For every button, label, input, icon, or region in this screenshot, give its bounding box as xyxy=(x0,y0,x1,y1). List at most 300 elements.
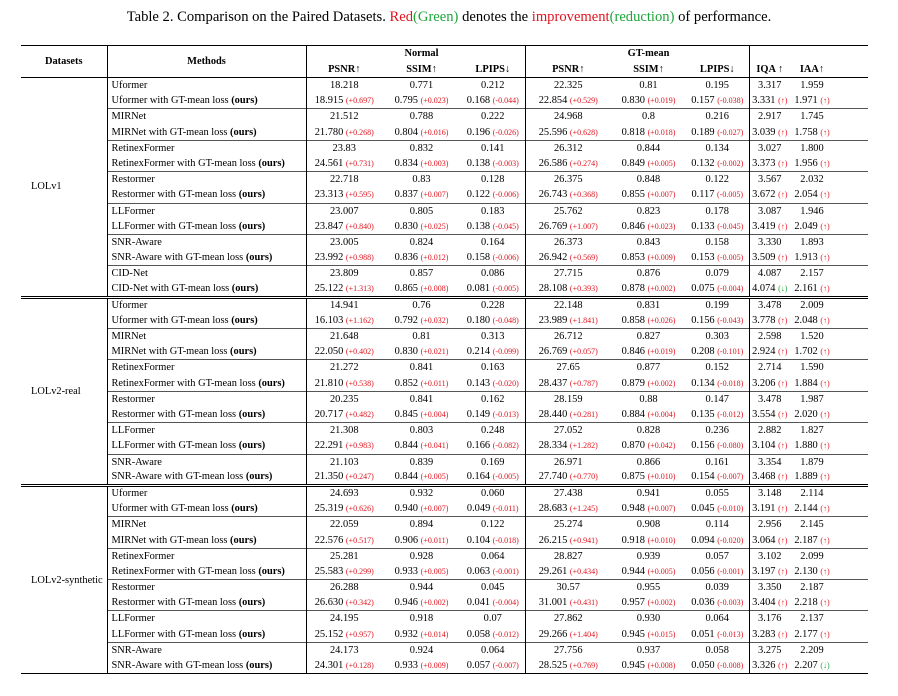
metric-value: 2.137 xyxy=(790,611,834,627)
metric-value-ours xyxy=(686,376,749,392)
metric-number: 0.058 xyxy=(466,628,491,640)
method-label: MIRNet with GT-mean loss xyxy=(111,534,228,546)
metric-delta: (-0.005) xyxy=(492,472,519,482)
metric-delta: (-0.044) xyxy=(492,96,519,106)
metric-number: 25.152 xyxy=(314,628,344,640)
metric-delta: (+0.988) xyxy=(345,253,374,263)
metric-value: 1.959 xyxy=(800,80,824,92)
metric-delta: (+0.787) xyxy=(569,378,598,388)
metric-delta: (+0.628) xyxy=(569,127,598,137)
metric-value-ours xyxy=(525,595,611,611)
metric-number: 0.214 xyxy=(466,346,491,358)
metric-value: 0.918 xyxy=(382,611,461,627)
method-label: LLFormer with GT-mean loss xyxy=(111,628,237,640)
metric-value: 2.145 xyxy=(790,517,834,533)
metric-value: 0.199 xyxy=(686,297,749,313)
metric-delta: (+1.162) xyxy=(345,315,374,325)
metric-number: 0.940 xyxy=(394,503,418,515)
metric-number: 28.525 xyxy=(538,660,568,672)
header-normal: Normal xyxy=(382,46,461,62)
metric-value: 28.159 xyxy=(525,391,611,407)
metric-value-ours xyxy=(790,658,834,674)
metric-value: 26.971 xyxy=(525,454,611,470)
metric-number: 2.161 xyxy=(794,283,818,295)
metric-number: 0.156 xyxy=(691,440,715,452)
method-label: SNR-Aware with GT-mean loss xyxy=(111,471,244,483)
metric-value-ours xyxy=(461,532,525,548)
metric-value: 0.161 xyxy=(686,454,749,470)
metric-value: 0.178 xyxy=(686,203,749,219)
metric-delta: (↑) xyxy=(778,472,788,482)
metric-number: 23.847 xyxy=(314,220,344,232)
table-caption xyxy=(0,7,898,27)
metric-delta: (+0.057) xyxy=(569,347,598,357)
metric-value-ours xyxy=(611,627,686,643)
metric-value-ours xyxy=(611,344,686,360)
metric-value: 0.832 xyxy=(382,140,461,156)
ours-label: (ours) xyxy=(258,377,285,389)
metric-delta: (-0.101) xyxy=(717,347,744,357)
metric-value: 0.848 xyxy=(611,172,686,188)
metric-number: 0.132 xyxy=(691,158,715,170)
metric-number: 0.143 xyxy=(466,377,491,389)
metric-delta: (+0.281) xyxy=(569,410,598,420)
metric-value-ours xyxy=(790,281,834,297)
metric-delta: (+0.434) xyxy=(569,566,598,576)
table-row xyxy=(21,281,868,297)
metric-value-ours xyxy=(686,156,749,172)
metric-delta: (+0.010) xyxy=(647,472,676,482)
metric-number: 26.743 xyxy=(538,189,568,201)
metric-number: 3.331 xyxy=(752,95,776,107)
dataset-name: LOLv1 xyxy=(21,78,107,298)
header-lpips-gt: LPIPS↓ xyxy=(686,62,749,78)
metric-value-ours xyxy=(461,658,525,674)
metric-value-ours xyxy=(461,93,525,109)
metric-value: 3.350 xyxy=(749,580,790,596)
caption-red: Red xyxy=(389,9,414,25)
table-row xyxy=(21,517,868,533)
metric-value: 0.039 xyxy=(686,580,749,596)
metric-value: 0.76 xyxy=(382,297,461,313)
metric-delta: (-0.045) xyxy=(717,221,744,231)
metric-delta: (-0.018) xyxy=(492,535,519,545)
metric-value: 27.715 xyxy=(525,266,611,282)
metric-delta: (↑) xyxy=(778,661,788,671)
metric-delta: (↑) xyxy=(778,159,788,169)
method-name: SNR-Aware xyxy=(107,642,306,658)
metric-value: 24.968 xyxy=(525,109,611,125)
metric-value: 23.83 xyxy=(306,140,382,156)
metric-number: 0.945 xyxy=(621,628,645,640)
metric-value: 1.946 xyxy=(790,203,834,219)
metric-number: 2.130 xyxy=(794,565,818,577)
metric-delta: (+0.015) xyxy=(647,629,676,639)
metric-delta: (-0.026) xyxy=(492,127,519,137)
metric-number: 20.717 xyxy=(314,409,344,421)
metric-number: 21.780 xyxy=(314,126,344,138)
metric-value-ours xyxy=(461,501,525,517)
table-row xyxy=(21,360,868,376)
metric-number: 2.049 xyxy=(794,220,818,232)
metric-value-ours xyxy=(525,658,611,674)
method-name: Restormer xyxy=(107,391,306,407)
metric-number: 0.180 xyxy=(466,314,491,326)
table-row xyxy=(21,344,868,360)
metric-number: 0.792 xyxy=(394,314,418,326)
metric-number: 0.879 xyxy=(621,377,645,389)
table-row xyxy=(21,93,868,109)
metric-number: 0.830 xyxy=(621,95,645,107)
metric-number: 1.880 xyxy=(794,440,818,452)
metric-number: 0.122 xyxy=(466,189,491,201)
metric-value-ours xyxy=(382,564,461,580)
metric-number: 0.845 xyxy=(394,409,418,421)
metric-value-ours xyxy=(382,438,461,454)
metric-number: 3.326 xyxy=(752,660,776,672)
metric-value-ours xyxy=(686,532,749,548)
metric-number: 21.350 xyxy=(314,471,344,483)
metric-delta: (-0.007) xyxy=(492,661,519,671)
metric-value: 22.325 xyxy=(553,80,583,92)
ours-label: (ours) xyxy=(230,534,257,546)
metric-delta: (+0.002) xyxy=(647,378,676,388)
metric-number: 23.989 xyxy=(538,314,568,326)
metric-value-ours xyxy=(611,407,686,423)
metric-value-ours xyxy=(611,595,686,611)
metric-delta: (↑) xyxy=(820,566,830,576)
metric-value-ours xyxy=(306,125,382,141)
metric-delta: (↑) xyxy=(820,284,830,294)
metric-delta: (-0.007) xyxy=(717,472,744,482)
metric-value-ours xyxy=(790,407,834,423)
metric-number: 0.166 xyxy=(466,440,491,452)
metric-number: 23.313 xyxy=(314,189,344,201)
metric-delta: (-0.006) xyxy=(492,253,519,263)
table-row xyxy=(21,376,868,392)
metric-delta: (+0.023) xyxy=(647,221,676,231)
metric-delta: (+0.002) xyxy=(420,598,449,608)
metric-number: 3.373 xyxy=(752,158,776,170)
metric-value-ours xyxy=(525,93,611,109)
table-row xyxy=(21,125,868,141)
header-psnr: PSNR↑ xyxy=(306,62,382,78)
metric-delta: (+0.042) xyxy=(647,441,676,451)
metric-value: 2.032 xyxy=(790,172,834,188)
method-name-ours xyxy=(107,187,306,203)
metric-value-ours xyxy=(306,501,382,517)
metric-value: 28.827 xyxy=(525,548,611,564)
metric-value-ours xyxy=(461,438,525,454)
metric-value: 0.928 xyxy=(382,548,461,564)
metric-delta: (-0.013) xyxy=(492,410,519,420)
metric-value-ours xyxy=(611,658,686,674)
metric-delta: (+0.517) xyxy=(345,535,374,545)
metric-value: 1.800 xyxy=(790,140,834,156)
metric-delta: (↑) xyxy=(778,629,788,639)
method-name-ours xyxy=(107,564,306,580)
metric-value-ours xyxy=(611,564,686,580)
method-name: SNR-Aware xyxy=(107,234,306,250)
ours-label: (ours) xyxy=(231,314,258,326)
metric-delta: (↑) xyxy=(820,253,830,263)
metric-number: 3.778 xyxy=(752,314,776,326)
metric-value: 0.122 xyxy=(461,517,525,533)
metric-number: 0.830 xyxy=(394,220,418,232)
metric-value: 0.908 xyxy=(611,517,686,533)
caption-reduction: (reduction) xyxy=(609,9,675,25)
metric-value-ours xyxy=(306,564,382,580)
metric-value: 0.141 xyxy=(461,140,525,156)
metric-number: 0.050 xyxy=(691,660,715,672)
metric-value: 0.212 xyxy=(461,78,525,94)
metric-value-ours xyxy=(382,376,461,392)
metric-value: 26.712 xyxy=(525,329,611,345)
metric-value-ours xyxy=(611,125,686,141)
ours-label: (ours) xyxy=(258,565,285,577)
metric-value: 0.877 xyxy=(611,360,686,376)
table-row xyxy=(21,203,868,219)
metric-value: 3.354 xyxy=(749,454,790,470)
metric-value: 0.057 xyxy=(686,548,749,564)
metric-value: 0.824 xyxy=(382,234,461,250)
metric-value: 0.147 xyxy=(686,391,749,407)
metric-delta: (+0.005) xyxy=(647,159,676,169)
metric-value-ours xyxy=(525,376,611,392)
metric-number: 0.853 xyxy=(621,252,645,264)
metric-number: 1.884 xyxy=(794,377,818,389)
metric-number: 0.849 xyxy=(621,158,645,170)
method-name: LLFormer xyxy=(107,611,306,627)
metric-number: 28.437 xyxy=(538,377,568,389)
metric-delta: (-0.008) xyxy=(717,661,744,671)
method-name-ours xyxy=(107,595,306,611)
metric-value-ours xyxy=(686,658,749,674)
metric-value: 1.987 xyxy=(790,391,834,407)
metric-value: 0.060 xyxy=(461,485,525,501)
metric-value: 0.924 xyxy=(382,642,461,658)
metric-value: 2.209 xyxy=(790,642,834,658)
metric-value-ours xyxy=(686,501,749,517)
metric-value: 27.438 xyxy=(525,485,611,501)
ours-label: (ours) xyxy=(238,220,266,232)
metric-number: 0.932 xyxy=(394,628,418,640)
method-label: MIRNet with GT-mean loss xyxy=(111,126,228,138)
metric-number: 1.913 xyxy=(794,252,818,264)
metric-value-ours xyxy=(382,532,461,548)
metric-value-ours xyxy=(382,156,461,172)
header-datasets: Datasets xyxy=(21,46,107,78)
caption-prefix: Table 2. Comparison on the Paired Datasets. xyxy=(126,9,390,25)
metric-delta: (+0.004) xyxy=(420,410,449,420)
metric-value: 3.102 xyxy=(749,548,790,564)
metric-value-ours xyxy=(686,564,749,580)
metric-delta: (+0.016) xyxy=(420,127,449,137)
metric-number: 0.865 xyxy=(394,283,418,295)
metric-number: 0.844 xyxy=(394,471,418,483)
metric-value-ours xyxy=(461,595,525,611)
metric-value: 2.956 xyxy=(749,517,790,533)
metric-number: 0.196 xyxy=(466,126,491,138)
metric-value: 27.756 xyxy=(525,642,611,658)
method-name: Restormer xyxy=(107,580,306,596)
metric-delta: (+0.595) xyxy=(345,190,374,200)
metric-value: 0.134 xyxy=(686,140,749,156)
table-row xyxy=(21,172,868,188)
metric-value: 22.718 xyxy=(306,172,382,188)
metric-number: 0.094 xyxy=(691,534,715,546)
metric-delta: (-0.013) xyxy=(717,629,744,639)
method-name-ours xyxy=(107,438,306,454)
metric-number: 0.063 xyxy=(466,565,491,577)
metric-value-ours xyxy=(382,125,461,141)
metric-delta: (↑) xyxy=(820,221,830,231)
method-name: MIRNet xyxy=(107,517,306,533)
metric-value-ours xyxy=(382,187,461,203)
metric-value: 0.81 xyxy=(382,329,461,345)
metric-delta: (-0.043) xyxy=(717,315,744,325)
metric-delta: (+0.538) xyxy=(345,378,374,388)
metric-value: 0.122 xyxy=(686,172,749,188)
caption-green: (Green) xyxy=(413,9,459,25)
metric-number: 0.836 xyxy=(394,252,418,264)
metric-value: 1.893 xyxy=(790,234,834,250)
metric-delta: (+0.431) xyxy=(569,598,598,608)
metric-value-ours xyxy=(749,125,790,141)
method-name-ours xyxy=(107,470,306,486)
metric-delta: (-0.027) xyxy=(717,127,744,137)
metric-number: 3.554 xyxy=(752,409,776,421)
metric-value-ours xyxy=(525,501,611,517)
metric-number: 0.855 xyxy=(621,189,645,201)
table-row xyxy=(21,297,868,313)
metric-number: 22.576 xyxy=(314,534,344,546)
metric-delta: (+0.011) xyxy=(420,535,449,545)
method-name: Restormer xyxy=(107,172,306,188)
method-name: MIRNet xyxy=(107,109,306,125)
method-label: Restormer with GT-mean loss xyxy=(111,597,237,609)
method-name: SNR-Aware xyxy=(107,454,306,470)
method-label: LLFormer with GT-mean loss xyxy=(111,440,237,452)
metric-number: 0.154 xyxy=(691,471,715,483)
metric-number: 0.138 xyxy=(466,158,491,170)
metric-value: 2.114 xyxy=(790,485,834,501)
metric-number: 26.769 xyxy=(538,346,568,358)
metric-value: 0.941 xyxy=(611,485,686,501)
metric-delta: (+0.402) xyxy=(345,347,374,357)
method-name-ours xyxy=(107,250,306,266)
table-row xyxy=(21,423,868,439)
ours-label: (ours) xyxy=(238,409,266,421)
table-row xyxy=(21,532,868,548)
method-name: RetinexFormer xyxy=(107,360,306,376)
table-row xyxy=(21,407,868,423)
metric-value: 0.064 xyxy=(461,642,525,658)
metric-value-ours xyxy=(525,156,611,172)
metric-value-ours xyxy=(749,658,790,674)
metric-number: 25.596 xyxy=(538,126,568,138)
metric-value: 1.590 xyxy=(790,360,834,376)
method-label: SNR-Aware with GT-mean loss xyxy=(111,660,244,672)
metric-value: 0.228 xyxy=(461,297,525,313)
metric-value: 0.152 xyxy=(686,360,749,376)
metric-value: 0.045 xyxy=(461,580,525,596)
metric-delta: (+0.018) xyxy=(647,127,676,137)
table-row xyxy=(21,313,868,329)
metric-value-ours xyxy=(306,281,382,297)
metric-value-ours xyxy=(790,376,834,392)
metric-value-ours xyxy=(686,219,749,235)
metric-value: 3.275 xyxy=(749,642,790,658)
method-label: Restormer with GT-mean loss xyxy=(111,409,237,421)
metric-number: 2.177 xyxy=(794,628,818,640)
metric-value: 0.058 xyxy=(686,642,749,658)
metric-number: 0.837 xyxy=(394,189,418,201)
metric-value-ours xyxy=(790,125,834,141)
metric-number: 0.164 xyxy=(466,471,491,483)
metric-number: 3.039 xyxy=(752,126,776,138)
method-label: RetinexFormer with GT-mean loss xyxy=(111,565,256,577)
metric-number: 2.048 xyxy=(794,314,818,326)
metric-number: 28.108 xyxy=(538,283,568,295)
ours-label: (ours) xyxy=(231,283,259,295)
metric-value-ours xyxy=(306,407,382,423)
metric-value-ours xyxy=(611,313,686,329)
metric-number: 0.157 xyxy=(691,95,715,107)
metric-value: 0.164 xyxy=(461,234,525,250)
table-row xyxy=(21,470,868,486)
metric-value-ours xyxy=(525,250,611,266)
metric-value-ours xyxy=(686,344,749,360)
metric-number: 0.134 xyxy=(691,377,715,389)
metric-value: 0.894 xyxy=(382,517,461,533)
header-iaa: IAA↑ xyxy=(790,46,834,78)
metric-value: 0.803 xyxy=(382,423,461,439)
metric-delta: (↑) xyxy=(778,378,788,388)
metric-number: 1.702 xyxy=(794,346,818,358)
metric-value-ours xyxy=(749,93,790,109)
metric-number: 29.266 xyxy=(538,628,568,640)
metric-delta: (↑) xyxy=(778,127,788,137)
metric-number: 0.795 xyxy=(394,95,418,107)
metric-number: 2.924 xyxy=(752,346,776,358)
metric-value-ours xyxy=(382,344,461,360)
metric-value-ours xyxy=(611,501,686,517)
metric-value-ours xyxy=(749,438,790,454)
metric-value-ours xyxy=(611,470,686,486)
metric-value-ours xyxy=(461,187,525,203)
metric-number: 0.870 xyxy=(621,440,645,452)
header-gt-mean: GT-mean xyxy=(611,46,686,62)
metric-value: 26.375 xyxy=(525,172,611,188)
metric-number: 0.884 xyxy=(621,409,645,421)
metric-number: 0.946 xyxy=(394,597,418,609)
metric-delta: (+0.003) xyxy=(420,159,449,169)
metric-value: 21.103 xyxy=(306,454,382,470)
metric-delta: (+1.841) xyxy=(569,315,598,325)
metric-number: 0.834 xyxy=(394,158,418,170)
metric-delta: (↑) xyxy=(778,598,788,608)
metric-value: 0.064 xyxy=(461,548,525,564)
metric-delta: (+1.404) xyxy=(569,629,598,639)
metric-delta: (-0.012) xyxy=(492,629,519,639)
caption-improvement: improvement xyxy=(531,9,610,25)
metric-delta: (-0.003) xyxy=(492,159,519,169)
metric-value: 0.086 xyxy=(461,266,525,282)
metric-value-ours xyxy=(686,470,749,486)
header-ssim: SSIM↑ xyxy=(382,62,461,78)
metric-delta: (-0.001) xyxy=(717,566,744,576)
